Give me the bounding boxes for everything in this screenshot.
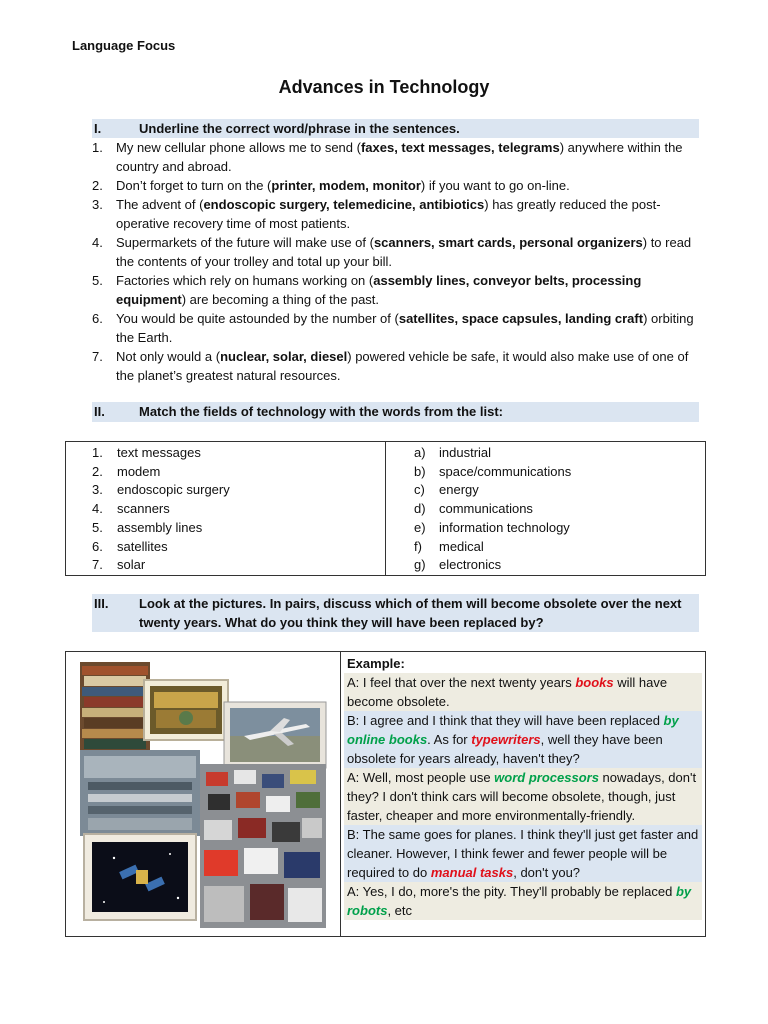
replacement-phrase: by robots <box>347 884 692 918</box>
field-item-text: communications <box>439 501 533 517</box>
word-item-text: assembly lines <box>117 519 203 535</box>
sentence-number: 6. <box>92 311 103 326</box>
field-item-text: space/communications <box>439 463 572 479</box>
field-item-text: information technology <box>439 519 570 535</box>
dialogue-turn <box>344 711 702 768</box>
sentence-item <box>92 195 702 233</box>
sentence-lead: Supermarkets of the future will make use of ( <box>116 235 374 250</box>
dialogue-turn <box>344 825 702 882</box>
field-item <box>414 556 571 575</box>
dialogue-turn <box>344 768 702 825</box>
sentence-tail: ) has greatly reduced the post-operative recovery time of most patients. <box>116 197 661 231</box>
field-item-marker: g) <box>414 557 426 573</box>
dialogue-text: , well they have been obsolete for years already, haven't they? <box>347 732 663 766</box>
sentence-text <box>116 309 702 347</box>
dialogue-turn <box>344 673 702 711</box>
dialogue-text: nowadays, don't they? I don't think cars will become obsolete, though, just faster, cheaper and more environmentally-friendly. <box>347 770 697 823</box>
dialogue-text: , don't you? <box>513 865 581 880</box>
word-item <box>92 519 230 538</box>
word-item-text: satellites <box>117 538 168 554</box>
dialogue-text: B: I agree and I think that they will have been replaced <box>347 713 664 728</box>
sentence-lead: You would be quite astounded by the number of ( <box>116 311 399 326</box>
field-item-marker: c) <box>414 482 425 498</box>
word-item-marker: 1. <box>92 445 103 460</box>
obsolete-item: manual tasks <box>430 865 514 880</box>
factory-picture <box>80 750 200 836</box>
field-item-marker: a) <box>414 445 426 460</box>
dialogue-text: A: I feel that over the next twenty years <box>347 675 576 690</box>
sentence-text <box>116 138 702 176</box>
example-dialogue <box>344 654 702 920</box>
sentence-number: 3. <box>92 197 103 212</box>
matching-table <box>65 441 706 576</box>
field-item <box>414 500 571 519</box>
sentence-number: 7. <box>92 349 103 364</box>
sentence-tail: ) to read the contents of your trolley and total up your bill. <box>116 235 692 269</box>
sentence-tail: ) if you want to go on-line. <box>420 178 570 193</box>
word-item-marker: 3. <box>92 482 103 498</box>
field-item-text: industrial <box>439 445 492 460</box>
table-divider <box>385 442 386 575</box>
sentence-lead: Don’t forget to turn on the ( <box>116 178 272 193</box>
section-2-number: II. <box>94 404 105 419</box>
field-item <box>414 519 571 538</box>
section-1-heading <box>92 119 699 138</box>
example-label: Example: <box>347 656 405 671</box>
word-item <box>92 538 230 557</box>
word-item <box>92 500 230 519</box>
answer-options: assembly lines, conveyor belts, processing equipment <box>116 273 642 307</box>
word-item-text: text messages <box>117 445 201 460</box>
field-item-marker: f) <box>414 538 422 554</box>
field-item-marker: e) <box>414 519 426 535</box>
books-picture <box>80 662 150 752</box>
sentence-list <box>92 138 702 385</box>
answer-options: nuclear, solar, diesel <box>220 349 348 364</box>
field-item <box>414 444 571 463</box>
dialogue-turn <box>344 882 702 920</box>
page-title: Advances in Technology <box>278 77 490 97</box>
field-item <box>414 538 571 557</box>
answer-options: faxes, text messages, telegrams <box>360 140 560 155</box>
sentence-number: 2. <box>92 178 103 193</box>
word-item-text: scanners <box>117 501 170 517</box>
dialogue-text: B: The same goes for planes. I think they'll just get faster and cleaner. However, I think fewer and fewer people will be required to do <box>347 827 699 880</box>
dialogue-text: , etc <box>387 903 413 918</box>
dialogue-text: will have become obsolete. <box>347 675 668 709</box>
sentence-tail: ) orbiting the Earth. <box>116 311 694 345</box>
field-item-marker: b) <box>414 463 426 479</box>
sentence-text <box>116 195 702 233</box>
sentence-lead: My new cellular phone allows me to send ( <box>116 140 361 155</box>
field-item-text: electronics <box>439 557 502 573</box>
section-1-number: I. <box>94 121 102 136</box>
sentence-number: 4. <box>92 235 103 250</box>
field-item-text: medical <box>439 538 484 554</box>
word-item <box>92 463 230 482</box>
satellite-picture <box>84 834 196 920</box>
sentence-lead: Factories which rely on humans working on ( <box>116 273 374 288</box>
sentence-item <box>92 138 702 176</box>
fields-column <box>414 444 571 575</box>
dialogue-text: A: Yes, I do, more's the pity. They'll probably be replaced <box>347 884 676 899</box>
word-item-marker: 4. <box>92 501 103 517</box>
table-divider <box>340 652 341 936</box>
dialogue-text: . As for <box>427 732 472 747</box>
section-3-number: III. <box>94 596 109 611</box>
document-label: Language Focus <box>72 38 176 53</box>
technology-pictures <box>74 658 329 928</box>
sentence-number: 5. <box>92 273 103 288</box>
sentence-item <box>92 309 702 347</box>
airplane-picture <box>224 702 326 768</box>
sentence-number: 1. <box>92 140 103 155</box>
sentence-text <box>116 233 702 271</box>
answer-options: satellites, space capsules, landing craft <box>398 311 644 326</box>
section-2-heading <box>92 402 699 422</box>
sentence-tail: ) anywhere within the country and abroad. <box>116 140 683 174</box>
word-item-marker: 5. <box>92 519 103 535</box>
field-item <box>414 481 571 500</box>
section-3-heading <box>92 594 699 632</box>
answer-options: endoscopic surgery, telemedicine, antibiotics <box>203 197 485 212</box>
word-item-text: solar <box>117 557 146 573</box>
sentence-tail: ) are becoming a thing of the past. <box>181 292 380 307</box>
sentence-text <box>116 176 702 195</box>
word-item-marker: 7. <box>92 557 103 573</box>
example-table <box>65 651 706 937</box>
word-item-marker: 6. <box>92 538 103 554</box>
sentence-text <box>116 271 702 309</box>
word-item-text: endoscopic surgery <box>117 482 230 498</box>
sentence-item <box>92 271 702 309</box>
word-item-marker: 2. <box>92 463 103 479</box>
field-item-text: energy <box>439 482 479 498</box>
dialogue-turns <box>344 673 702 920</box>
sentence-item <box>92 176 702 195</box>
traffic-picture <box>200 764 326 928</box>
word-item <box>92 444 230 463</box>
sentence-tail: ) powered vehicle be safe, it would also make use of one of the planet’s greatest natural resources. <box>116 349 689 383</box>
dialogue-text: A: Well, most people use <box>347 770 495 785</box>
sentence-lead: The advent of ( <box>116 197 204 212</box>
answer-options: printer, modem, monitor <box>271 178 421 193</box>
replacement-phrase: word processors <box>494 770 599 785</box>
sentence-item <box>92 233 702 271</box>
words-column <box>92 444 230 575</box>
answer-options: scanners, smart cards, personal organizers <box>373 235 643 250</box>
replacement-phrase: by online books <box>347 713 679 747</box>
sentence-lead: Not only would a ( <box>116 349 221 364</box>
word-item-text: modem <box>117 463 161 479</box>
section-3-instruction: Look at the pictures. In pairs, discuss which of them will become obsolete over the next twenty years. What do you think they will have been replaced by? <box>139 596 682 630</box>
obsolete-item: books <box>575 675 614 690</box>
sentence-text <box>116 347 702 385</box>
field-item-marker: d) <box>414 501 426 517</box>
obsolete-item: typewriters <box>471 732 541 747</box>
word-item <box>92 481 230 500</box>
money-picture <box>144 680 228 740</box>
word-item <box>92 556 230 575</box>
section-1-instruction: Underline the correct word/phrase in the sentences. <box>139 121 460 136</box>
field-item <box>414 463 571 482</box>
sentence-item <box>92 347 702 385</box>
section-2-instruction: Match the fields of technology with the words from the list: <box>139 404 504 419</box>
